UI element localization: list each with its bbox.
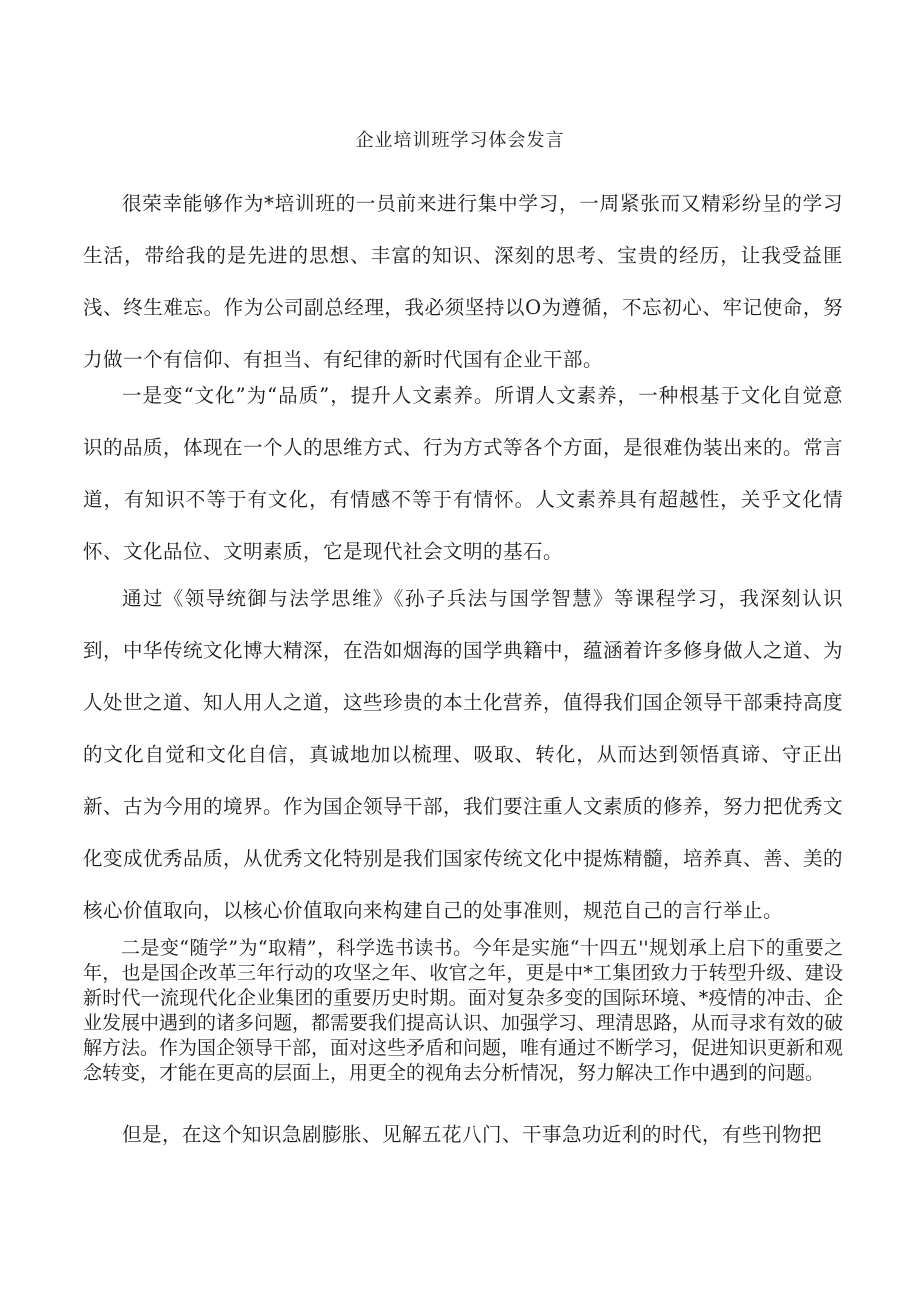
- paragraph-culture-quality: 一是变“文化”为“品质”，提升人文素养。所谓人文素养，一种根基于文化自觉意识的品质，体现在一个人的思维方式、行为方式等各个方面，是很难伪装出来的。常言道，有知识不等于有文化，有情感不等于有情怀。人文素养具有超越性，关乎文化情怀、文化品位、文明素质，它是现代社会文明的基石。: [83, 384, 844, 563]
- paragraph-continuation: 但是，在这个知识急剧膨胀、见解五花八门、干事急功近利的时代，有些刊物把: [122, 1123, 823, 1146]
- paragraph-selective-reading: 二是变“随学”为“取精”，科学选书读书。今年是实施“十四五''规划承上启下的重要之年，也是国企改革三年行动的攻坚之年、收官之年，更是中*工集团致力于转型升级、建设新时代一流现代化企业集团的重要历史时期。面对复杂多变的国际环境、*疫情的冲击、企业发展中遇到的诸多问题，都需要我们提高认识、加强学习、理清思路，从而寻求有效的破解方法。作为国企领导干部，面对这些矛盾和问题，唯有通过不断学习，促进知识更新和观念转变，才能在更高的层面上，用更全的视角去分析情况，努力解决工作中遇到的问题。: [83, 937, 844, 1084]
- paragraph-course-study: 通过《领导统御与法学思维》《孙子兵法与国学智慧》等课程学习，我深刻认识到，中华传统文化博大精深，在浩如烟海的国学典籍中，蕴涵着许多修身做人之道、为人处世之道、知人用人之道，这些珍贵的本土化营养，值得我们国企领导干部秉持高度的文化自觉和文化自信，真诚地加以梳理、吸取、转化，从而达到领悟真谛、守正出新、古为今用的境界。作为国企领导干部，我们要注重人文素质的修养，努力把优秀文化变成优秀品质，从优秀文化特别是我们国家传统文化中提炼精髓，培养真、善、美的核心价值取向，以核心价值取向来构建自己的处事准则，规范自己的言行举止。: [83, 587, 844, 922]
- paragraph-intro: 很荣幸能够作为*培训班的一员前来进行集中学习，一周紧张而又精彩纷呈的学习生活，带给我的是先进的思想、丰富的知识、深刻的思考、宝贵的经历，让我受益匪浅、终生难忘。作为公司副总经理，我必须坚持以O为遵循，不忘初心、牢记使命，努力做一个有信仰、有担当、有纪律的新时代国有企业干部。: [83, 192, 843, 371]
- document-title: 企业培训班学习体会发言: [355, 130, 565, 151]
